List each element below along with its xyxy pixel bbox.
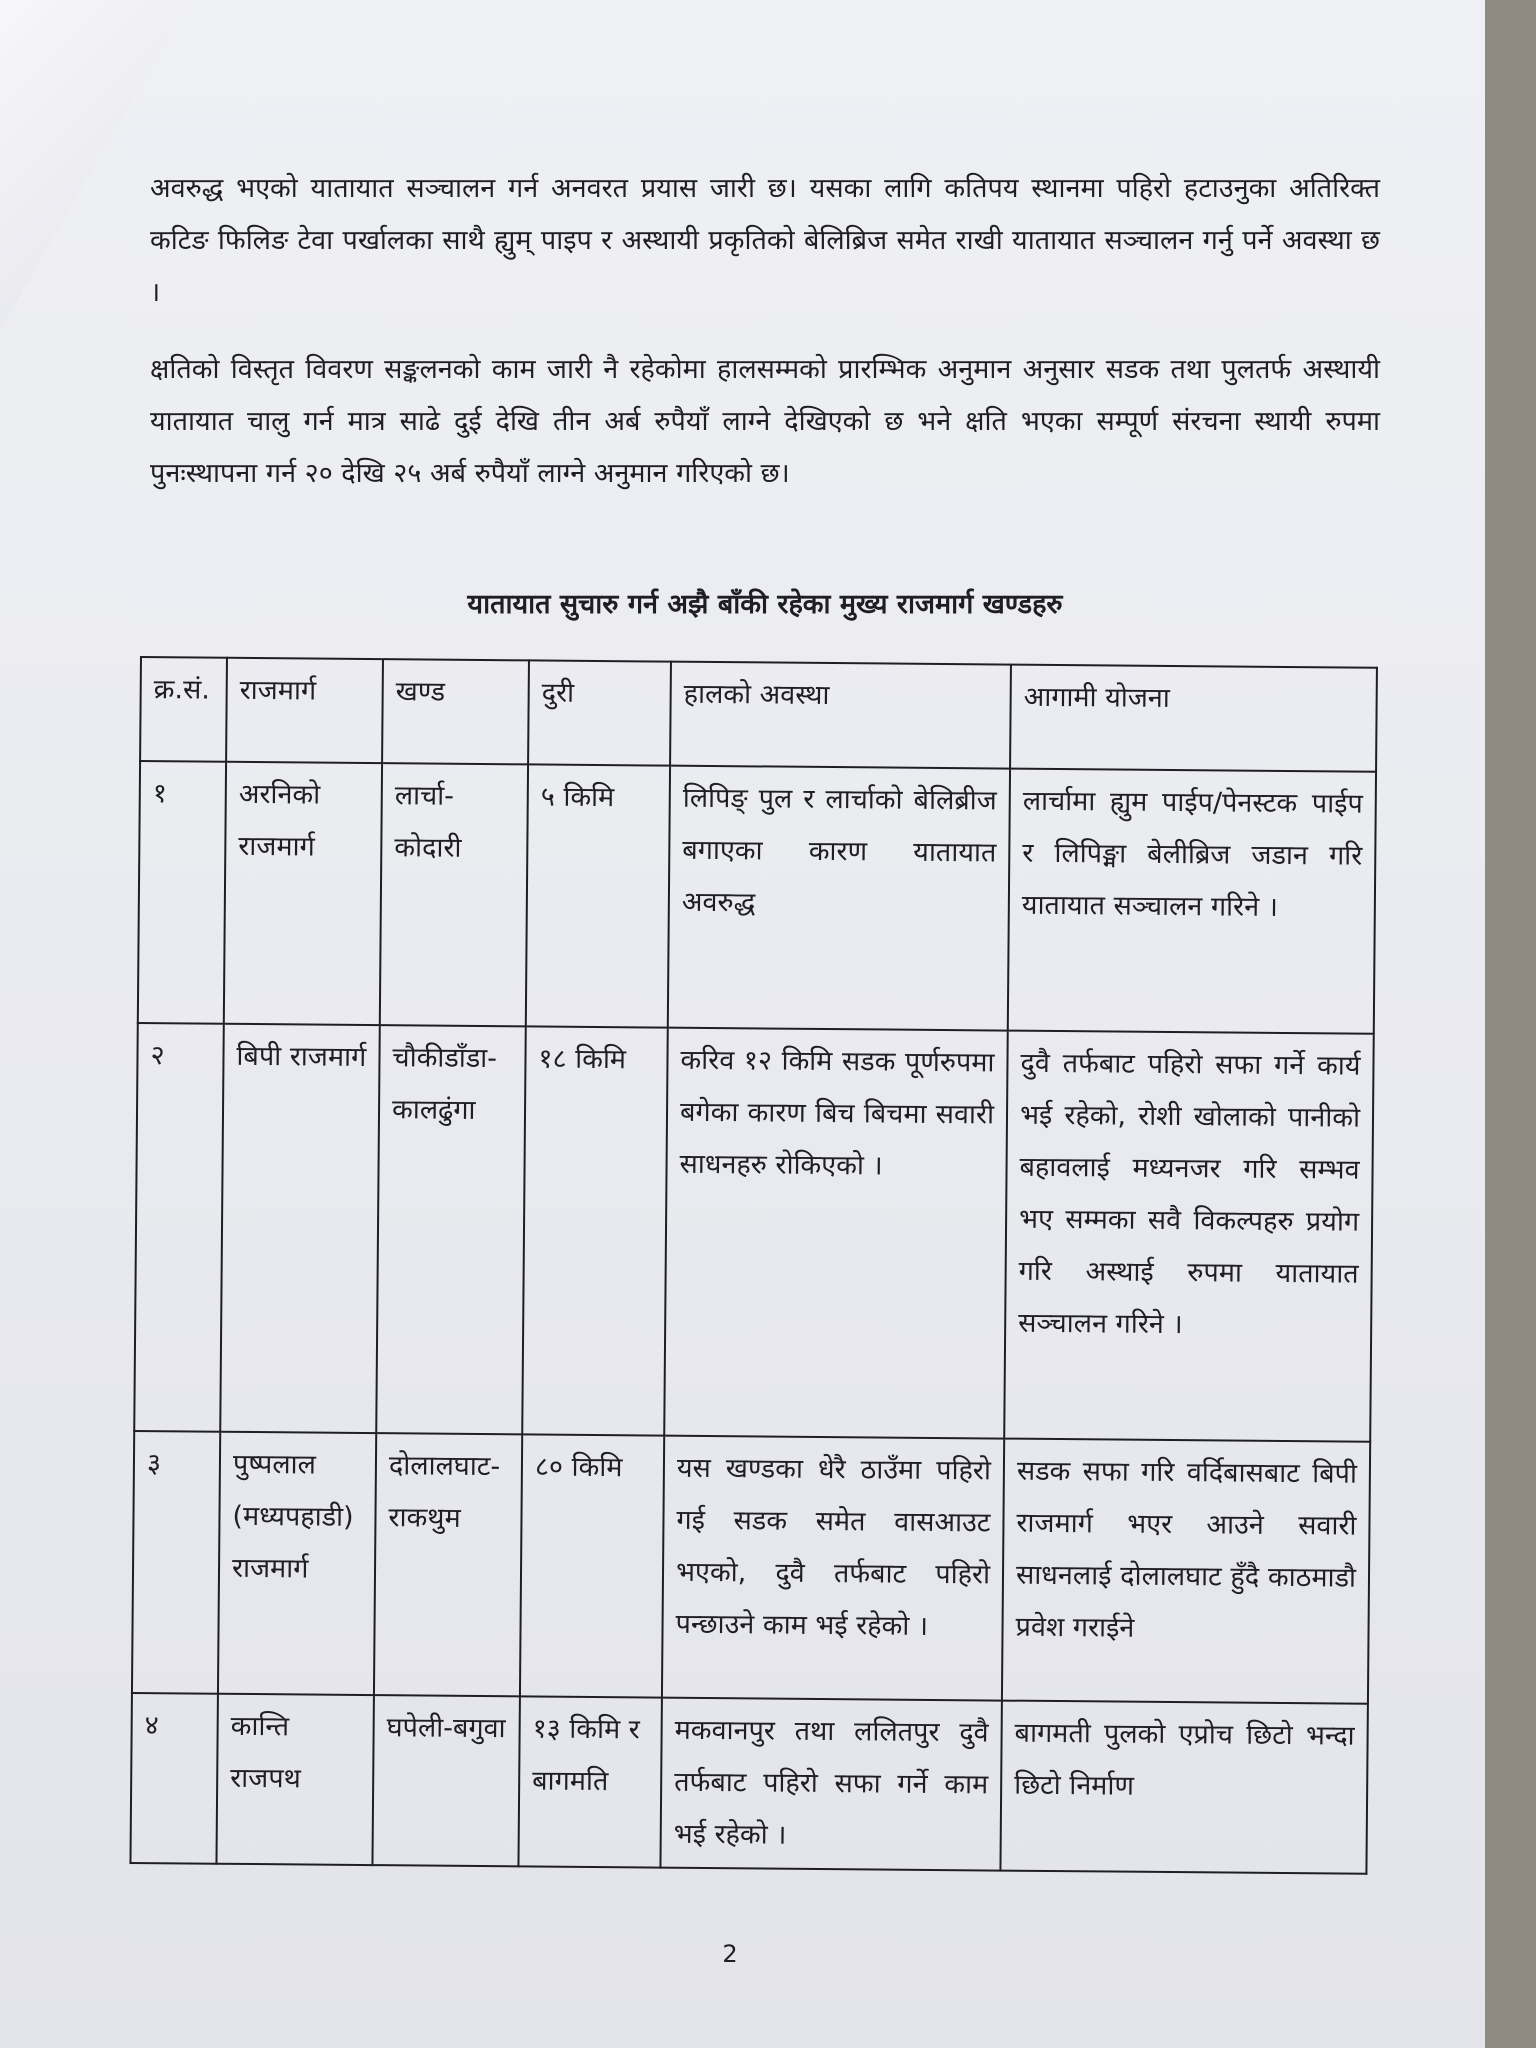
cell-section: दोलालघाट-राकथुम bbox=[374, 1433, 522, 1696]
cell-future-plan: सडक सफा गरि वर्दिबासबाट बिपी राजमार्ग भएर आउने सवारी साधनलाई दोलालघाट हुँदै काठमाडौ प्रवेश गराईने bbox=[1002, 1439, 1370, 1704]
table-row bbox=[134, 1023, 1374, 1442]
header-future-plan: आगामी योजना bbox=[1010, 665, 1377, 772]
cell-highway: पुष्पलाल (मध्यपहाडी) राजमार्ग bbox=[218, 1432, 376, 1695]
cell-distance: ८० किमि bbox=[520, 1434, 664, 1697]
table-row bbox=[138, 761, 1376, 1034]
highway-status-table bbox=[129, 656, 1377, 1875]
cell-current-status: करिव १२ किमि सडक पूर्णरुपमा बगेका कारण बिच बिचमा सवारी साधनहरु रोकिएको । bbox=[664, 1028, 1008, 1439]
cell-future-plan: लार्चामा ह्युम पाईप/पेनस्टक पाईप र लिपिङ्मा बेलीब्रिज जडान गरि यातायात सञ्चालन गरिने । bbox=[1008, 769, 1376, 1034]
header-section: खण्ड bbox=[382, 659, 529, 764]
table-header-row bbox=[140, 657, 1377, 772]
page-number: 2 bbox=[722, 1940, 738, 1968]
header-highway: राजमार्ग bbox=[226, 658, 383, 763]
cell-current-status: मकवानपुर तथा ललितपुर दुवै तर्फबाट पहिरो सफा गर्ने काम भई रहेको । bbox=[660, 1698, 1001, 1871]
cell-current-status: लिपिङ् पुल र लार्चाको बेलिब्रीज बगाएका कारण यातायात अवरुद्ध bbox=[668, 766, 1010, 1031]
cell-highway: अरनिको राजमार्ग bbox=[224, 762, 382, 1025]
paragraph-2: क्षतिको विस्तृत विवरण सङ्कलनको काम जारी नै रहेकोमा हालसम्मको प्रारम्भिक अनुमान अनुसार सडक तथा पुलतर्फ अस्थायी यातायात चालु गर्न मात्र साढे दुई देखि तीन अर्ब रुपैयाँ लाग्ने देखिएको छ भने क्षति भएका सम्पूर्ण संरचना स्थायी रुपमा पुनःस्थापना गर्न २० देखि २५ अर्ब रुपैयाँ लाग्ने अनुमान गरिएको छ। bbox=[150, 354, 1380, 489]
cell-section: लार्चा-कोदारी bbox=[380, 763, 528, 1026]
header-distance: दुरी bbox=[528, 660, 671, 765]
table-row bbox=[132, 1431, 1370, 1704]
cell-serial: ४ bbox=[130, 1693, 217, 1864]
cell-highway: बिपी राजमार्ग bbox=[220, 1024, 380, 1433]
cell-serial: २ bbox=[134, 1023, 224, 1432]
cell-future-plan: बागमती पुलको एप्रोच छिटो भन्दा छिटो निर्माण bbox=[1000, 1701, 1367, 1874]
cell-serial: १ bbox=[138, 761, 226, 1024]
header-current-status: हालको अवस्था bbox=[670, 662, 1011, 769]
cell-highway: कान्ति राजपथ bbox=[216, 1694, 373, 1865]
cell-future-plan: दुवै तर्फबाट पहिरो सफा गर्ने कार्य भई रहेको, रोशी खोलाको पानीको बहावलाई मध्यनजर गरि सम्भव भए सम्मका सवै विकल्पहरु प्रयोग गरि अस्थाई रुपमा यातायात सञ्चालन गरिने । bbox=[1004, 1031, 1374, 1442]
cell-section: चौकीडाँडा-कालढुंगा bbox=[376, 1025, 526, 1434]
cell-distance: १३ किमि र बागमति bbox=[518, 1696, 661, 1867]
paragraph-1: अवरुद्ध भएको यातायात सञ्चालन गर्न अनवरत प्रयास जारी छ। यसका लागि कतिपय स्थानमा पहिरो हटाउनुका अतिरिक्त कटिङ फिलिङ टेवा पर्खालका साथै ह्युम् पाइप र अस्थायी प्रकृतिको बेलिब्रिज समेत राखी यातायात सञ्चालन गर्नु पर्ने अवस्था छ । bbox=[150, 173, 1380, 308]
table-title: यातायात सुचारु गर्न अझै बाँकी रहेका मुख्य राजमार्ग खण्डहरु bbox=[467, 589, 1063, 620]
cell-distance: १८ किमि bbox=[522, 1026, 668, 1435]
table-row bbox=[130, 1693, 1367, 1874]
cell-distance: ५ किमि bbox=[526, 764, 670, 1027]
cell-serial: ३ bbox=[132, 1431, 220, 1694]
header-serial: क्र.सं. bbox=[140, 657, 227, 762]
cell-section: घपेली-बगुवा bbox=[372, 1695, 519, 1866]
cell-current-status: यस खण्डका धेरै ठाउँमा पहिरो गई सडक समेत वासआउट भएको, दुवै तर्फबाट पहिरो पन्छाउने काम भई रहेको । bbox=[662, 1436, 1004, 1701]
